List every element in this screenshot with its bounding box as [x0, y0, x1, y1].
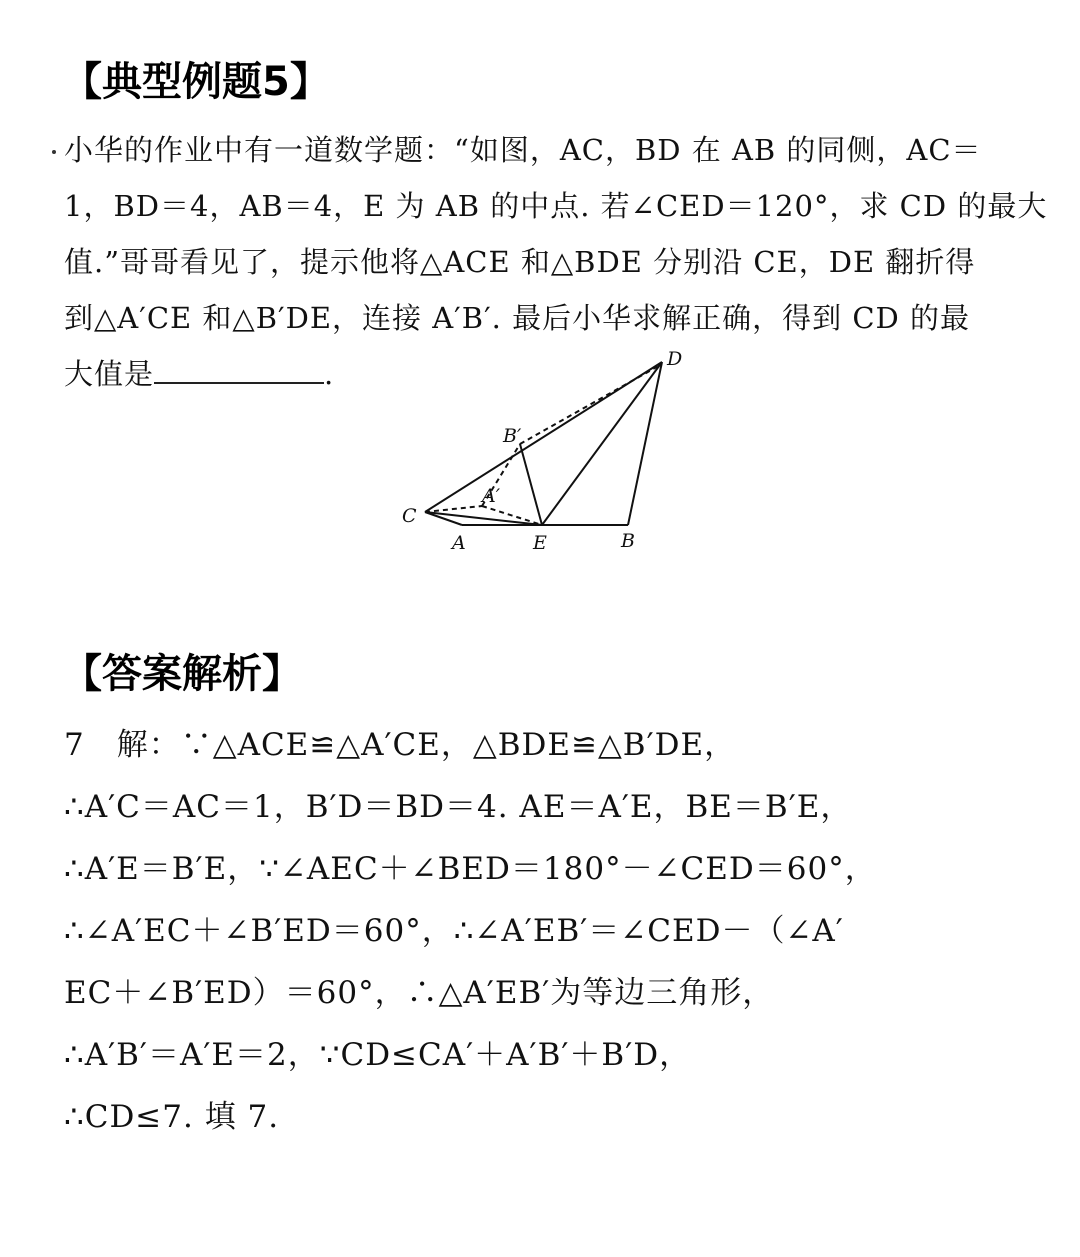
analysis-line-3: ∴A′E＝B′E，∵∠AEC＋∠BED＝180°－∠CED＝60°， [64, 851, 877, 887]
segment-BprimeE [520, 444, 542, 525]
analysis-line-4: ∴∠A′EC＋∠B′ED＝60°，∴∠A′EB′＝∠CED－（∠A′ [64, 913, 844, 949]
problem-line-4: 到△A′CE 和△B′DE，连接 A′B′. 最后小华求解正确，得到 CD 的最 [64, 301, 970, 335]
label-E: E [533, 532, 547, 554]
answer-blank [154, 352, 324, 384]
label-A: A [452, 532, 466, 554]
problem-line-5-text: 大值是 [64, 357, 155, 391]
analysis-line-2: ∴A′C＝AC＝1，B′D＝BD＝4. AE＝A′E，BE＝B′E， [64, 789, 853, 825]
problem-line-1: 小华的作业中有一道数学题：“如图，AC，BD 在 AB 的同侧，AC＝ [64, 133, 982, 167]
geometry-figure [380, 340, 700, 560]
label-Aprime: A′ [482, 485, 501, 507]
problem-line-3: 值.”哥哥看见了，提示他将△ACE 和△BDE 分别沿 CE，DE 翻折得 [64, 245, 976, 279]
analysis-text [64, 714, 1044, 1148]
label-B: B [621, 530, 635, 552]
segment-BprimeD [520, 364, 662, 444]
analysis-line-6: ∴A′B′＝A′E＝2，∵CD≤CA′＋A′B′＋B′D， [64, 1037, 692, 1073]
label-C: C [402, 505, 417, 527]
stray-dot [52, 150, 56, 154]
problem-line-5-end: . [324, 357, 335, 391]
label-Bprime: B′ [503, 425, 522, 447]
example-heading: 【典型例题5】 [62, 59, 330, 105]
problem-line-2: 1，BD＝4，AB＝4，E 为 AB 的中点. 若∠CED＝120°，求 CD 的最大 [64, 189, 1048, 223]
analysis-line-1: 7 解：∵△ACE≌△A′CE，△BDE≌△B′DE， [64, 727, 737, 763]
label-D: D [667, 348, 683, 370]
analysis-line-5: EC＋∠B′ED）＝60°，∴△A′EB′为等边三角形， [64, 975, 775, 1011]
analysis-heading: 【答案解析】 [62, 651, 302, 697]
analysis-line-7: ∴CD≤7. 填 7. [64, 1099, 280, 1135]
